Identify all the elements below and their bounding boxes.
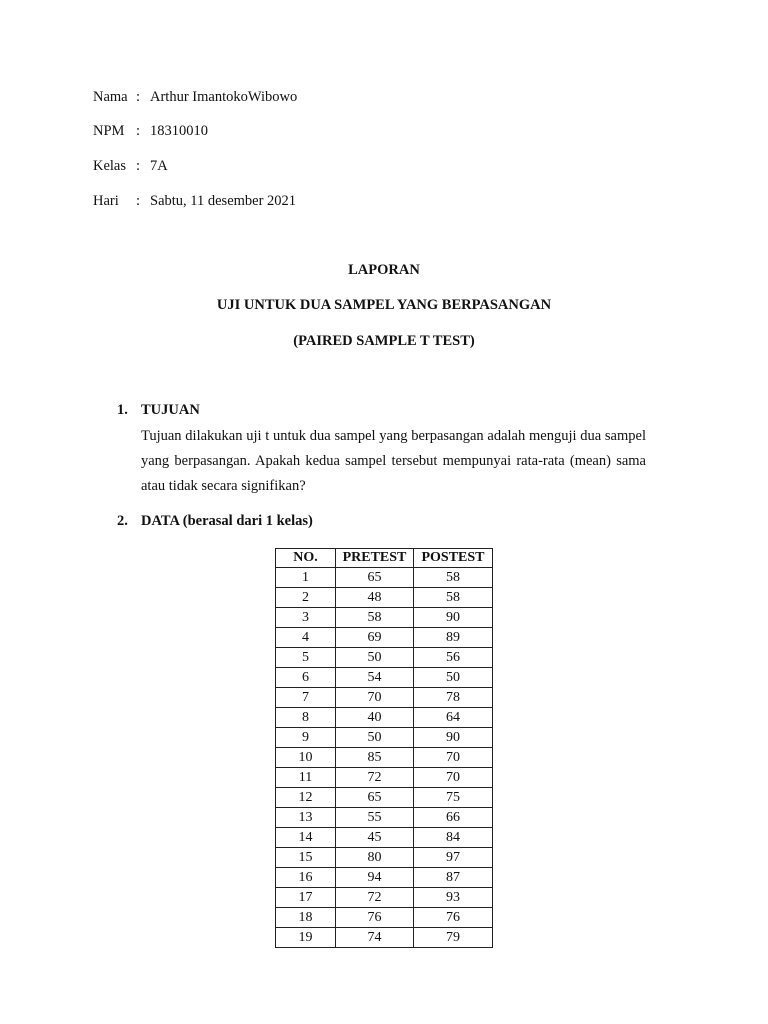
cell-pretest: 69	[336, 628, 414, 648]
cell-pretest: 85	[336, 748, 414, 768]
table-row	[276, 868, 493, 888]
data-table	[275, 548, 493, 948]
info-value-kelas: 7A	[150, 158, 168, 174]
cell-pretest: 48	[336, 588, 414, 608]
table-row	[276, 668, 493, 688]
cell-no: 10	[276, 748, 336, 768]
info-label: Kelas	[93, 158, 127, 174]
cell-no: 19	[276, 928, 336, 948]
column-header-postest: POSTEST	[414, 549, 493, 568]
info-colon: :	[136, 158, 141, 174]
table-row	[276, 568, 493, 588]
table-row	[276, 628, 493, 648]
table-row	[276, 768, 493, 788]
report-title: LAPORAN	[348, 262, 420, 278]
cell-pretest: 74	[336, 928, 414, 948]
cell-no: 5	[276, 648, 336, 668]
table-row	[276, 928, 493, 948]
cell-pretest: 76	[336, 908, 414, 928]
cell-no: 1	[276, 568, 336, 588]
cell-no: 6	[276, 668, 336, 688]
cell-no: 17	[276, 888, 336, 908]
info-colon: :	[136, 89, 141, 105]
cell-pretest: 72	[336, 888, 414, 908]
table-row	[276, 648, 493, 668]
table-row	[276, 888, 493, 908]
table-row	[276, 808, 493, 828]
table-row	[276, 828, 493, 848]
table-row	[276, 908, 493, 928]
cell-postest: 84	[414, 828, 493, 848]
info-value-npm: 18310010	[150, 123, 208, 139]
cell-postest: 58	[414, 588, 493, 608]
cell-pretest: 94	[336, 868, 414, 888]
table-row	[276, 688, 493, 708]
cell-no: 13	[276, 808, 336, 828]
cell-no: 9	[276, 728, 336, 748]
info-label: Nama	[93, 89, 128, 105]
table-row	[276, 848, 493, 868]
cell-pretest: 45	[336, 828, 414, 848]
cell-pretest: 50	[336, 728, 414, 748]
cell-postest: 79	[414, 928, 493, 948]
cell-no: 15	[276, 848, 336, 868]
cell-pretest: 65	[336, 568, 414, 588]
table-row	[276, 788, 493, 808]
cell-no: 2	[276, 588, 336, 608]
cell-pretest: 58	[336, 608, 414, 628]
cell-postest: 64	[414, 708, 493, 728]
cell-postest: 89	[414, 628, 493, 648]
cell-no: 7	[276, 688, 336, 708]
cell-postest: 70	[414, 768, 493, 788]
info-colon: :	[136, 193, 141, 209]
cell-postest: 58	[414, 568, 493, 588]
cell-postest: 87	[414, 868, 493, 888]
table-body	[276, 568, 493, 948]
info-value-nama: Arthur ImantokoWibowo	[150, 89, 298, 105]
cell-postest: 78	[414, 688, 493, 708]
table-header-row	[276, 549, 493, 568]
table-row	[276, 588, 493, 608]
cell-postest: 76	[414, 908, 493, 928]
cell-pretest: 50	[336, 648, 414, 668]
cell-postest: 70	[414, 748, 493, 768]
cell-no: 12	[276, 788, 336, 808]
cell-postest: 97	[414, 848, 493, 868]
cell-no: 14	[276, 828, 336, 848]
cell-pretest: 72	[336, 768, 414, 788]
table-row	[276, 608, 493, 628]
cell-postest: 90	[414, 728, 493, 748]
cell-no: 8	[276, 708, 336, 728]
section-title: DATA (berasal dari 1 kelas)	[141, 513, 313, 529]
info-label: NPM	[93, 123, 125, 139]
table-row	[276, 728, 493, 748]
info-colon: :	[136, 123, 141, 139]
section-number: 2.	[117, 513, 128, 529]
cell-postest: 93	[414, 888, 493, 908]
cell-pretest: 54	[336, 668, 414, 688]
cell-pretest: 40	[336, 708, 414, 728]
cell-pretest: 70	[336, 688, 414, 708]
cell-postest: 50	[414, 668, 493, 688]
column-header-pretest: PRETEST	[336, 549, 414, 568]
report-subtitle-english: (PAIRED SAMPLE T TEST)	[293, 333, 475, 349]
report-subtitle: UJI UNTUK DUA SAMPEL YANG BERPASANGAN	[216, 297, 552, 313]
cell-no: 18	[276, 908, 336, 928]
cell-postest: 56	[414, 648, 493, 668]
table-row	[276, 748, 493, 768]
column-header-no: NO.	[276, 549, 336, 568]
cell-pretest: 65	[336, 788, 414, 808]
cell-pretest: 55	[336, 808, 414, 828]
section-tujuan-body: Tujuan dilakukan uji t untuk dua sampel yang berpasangan adalah menguji dua sampel yang berpasangan. Apakah kedua sampel tersebut mempunyai rata-rata (mean) sama atau tidak secara signifikan?	[141, 428, 646, 494]
info-label: Hari	[93, 193, 119, 209]
cell-no: 11	[276, 768, 336, 788]
section-number: 1.	[117, 402, 128, 418]
info-value-hari: Sabtu, 11 desember 2021	[150, 193, 297, 209]
cell-no: 3	[276, 608, 336, 628]
section-title: TUJUAN	[141, 402, 200, 418]
cell-postest: 90	[414, 608, 493, 628]
cell-postest: 75	[414, 788, 493, 808]
cell-postest: 66	[414, 808, 493, 828]
cell-no: 4	[276, 628, 336, 648]
table-row	[276, 708, 493, 728]
cell-no: 16	[276, 868, 336, 888]
cell-pretest: 80	[336, 848, 414, 868]
